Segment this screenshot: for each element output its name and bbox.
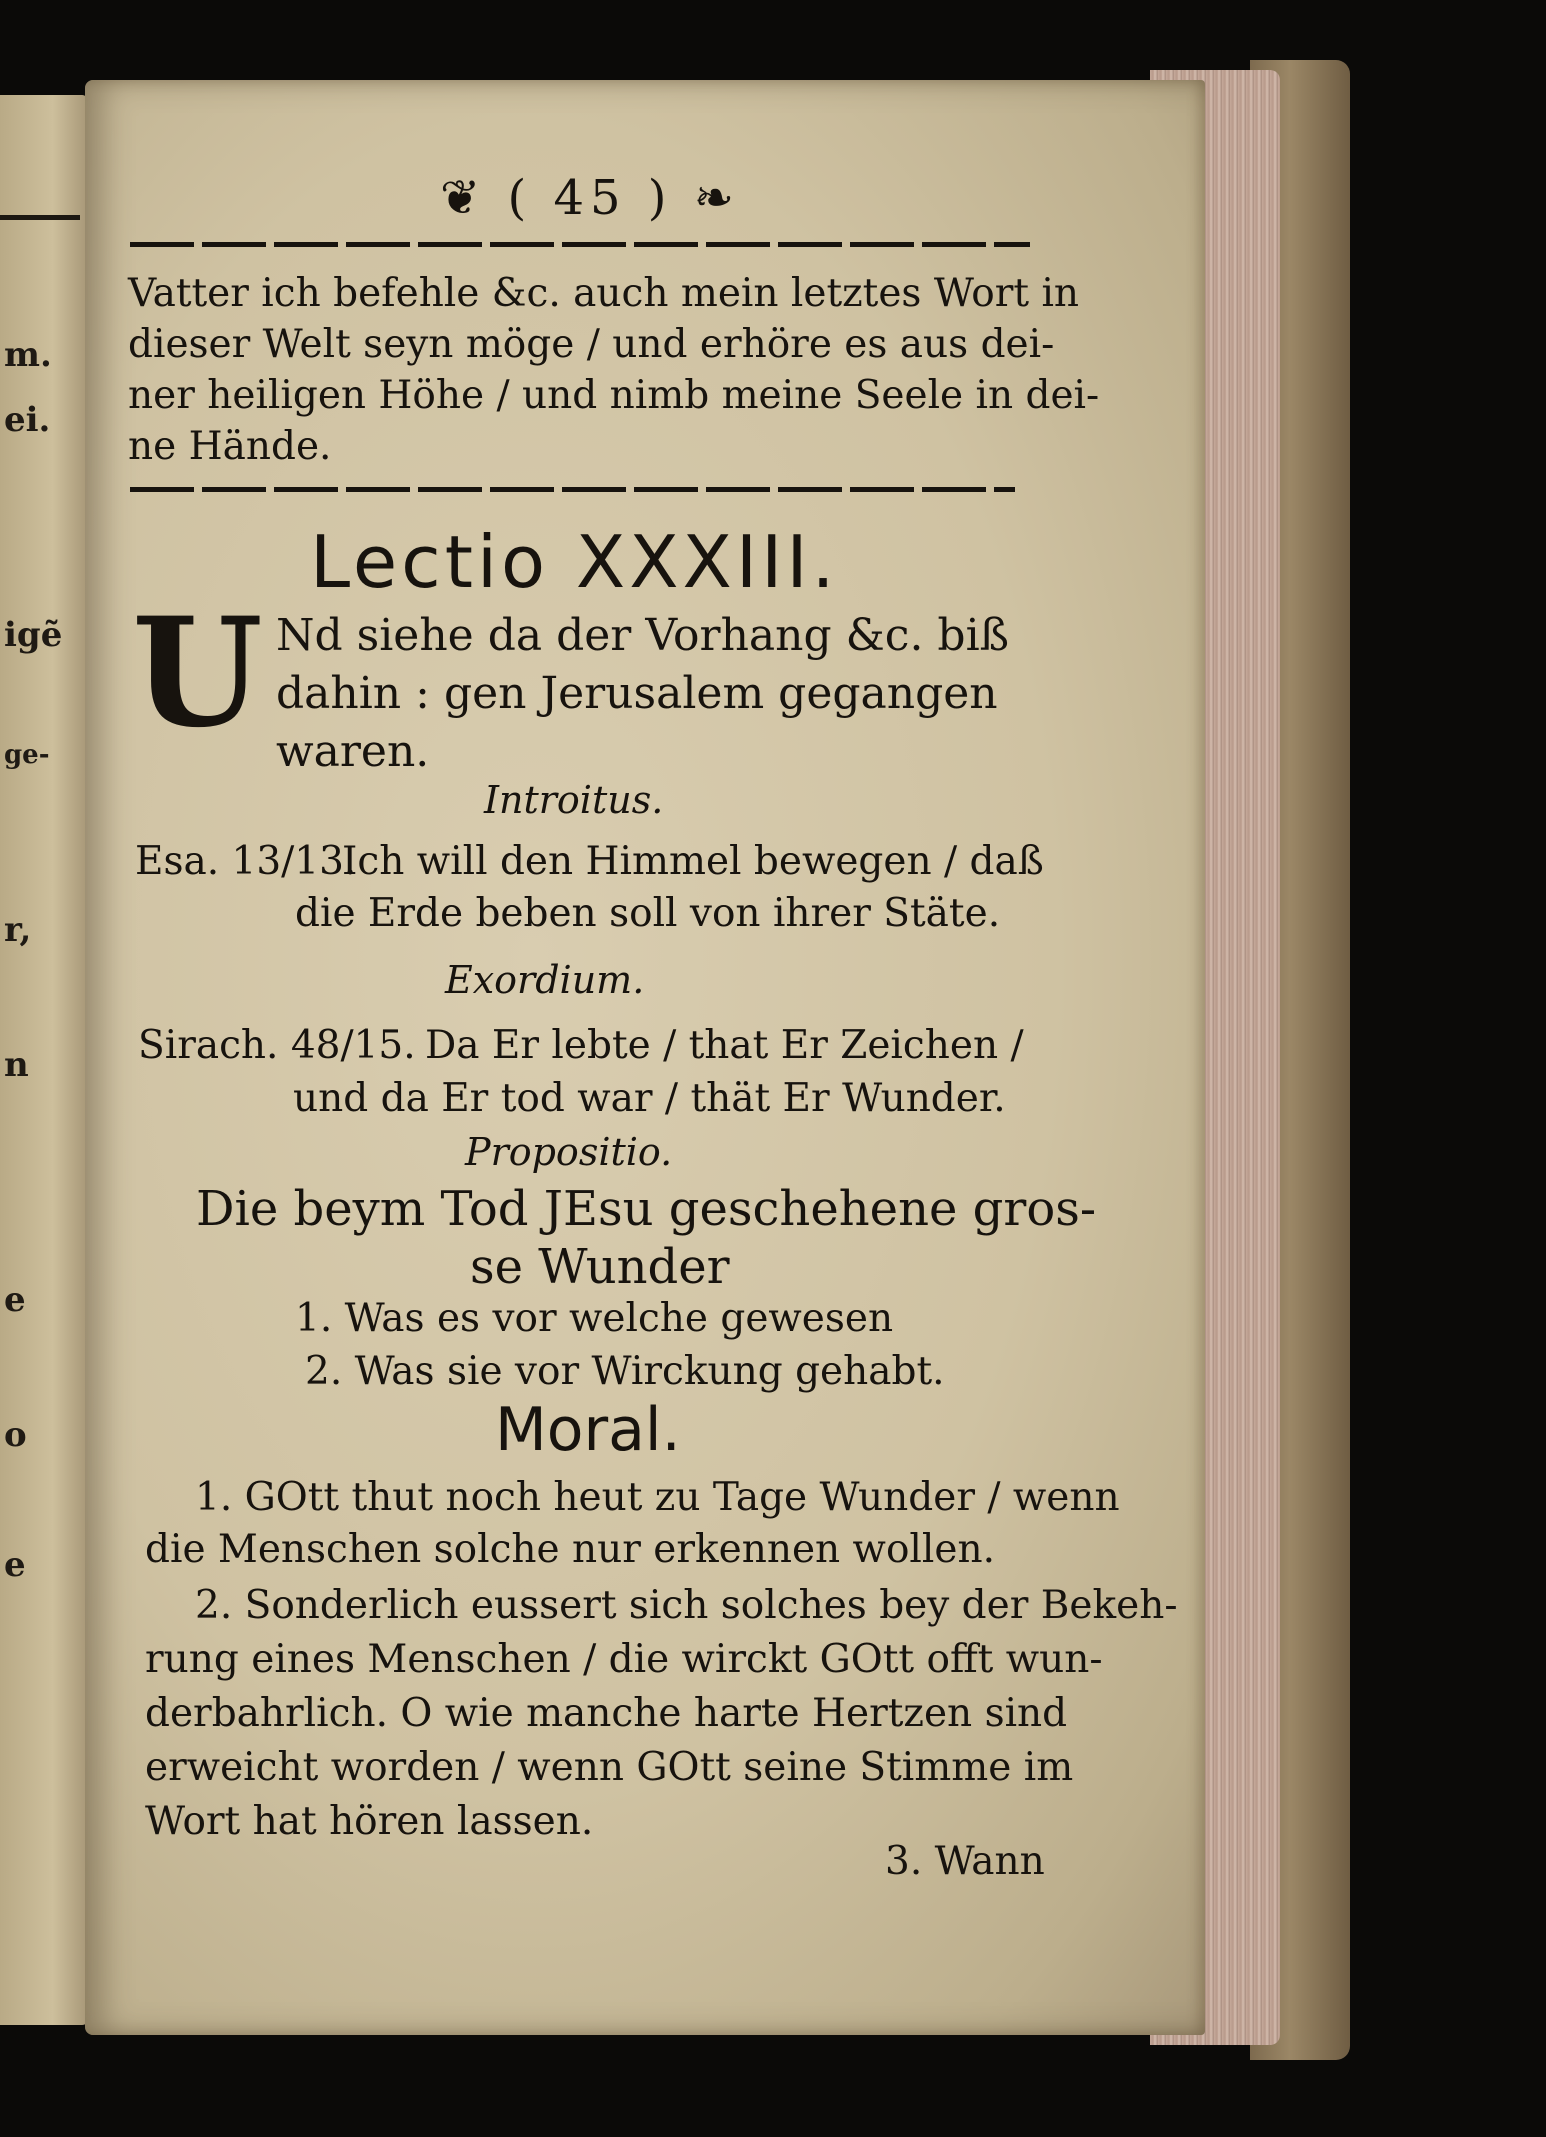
left-page-fragment: e — [4, 1545, 26, 1585]
opening-line: dieser Welt seyn möge / und erhöre es aus dei- — [128, 322, 1055, 367]
header-rule — [130, 242, 1030, 247]
moral-line: Wort hat hören lassen. — [145, 1799, 594, 1844]
left-page-fragment: ge- — [4, 740, 50, 770]
left-page-fragment: igẽ — [4, 615, 63, 655]
introitus-line: die Erde beben soll von ihrer Stäte. — [295, 891, 1001, 936]
left-page-edge — [0, 95, 88, 2025]
page-header — [380, 170, 800, 226]
exordium-heading: Exordium. — [445, 958, 645, 1002]
moral-heading: Moral. — [495, 1395, 681, 1465]
introitus-ref: Esa. 13/13. — [135, 839, 357, 884]
moral-line: 2. Sonderlich eussert sich solches bey der Bekeh- — [195, 1583, 1178, 1628]
left-page-fragment: o — [4, 1415, 27, 1455]
left-page-fragment: m. — [4, 335, 52, 375]
propositio-heading: Propositio. — [465, 1130, 673, 1174]
exordium-line: Da Er lebte / that Er Zeichen / — [425, 1023, 1024, 1068]
left-page-fragment: e — [4, 1280, 26, 1320]
page-number: ( 45 ) — [507, 170, 673, 226]
left-page-fragment: r, — [4, 910, 32, 950]
propositio-point: 2. Was sie vor Wirckung gehabt. — [305, 1349, 945, 1394]
introitus-heading: Introitus. — [484, 778, 664, 822]
opening-line: Vatter ich befehle &c. auch mein letztes Wort in — [128, 271, 1080, 316]
propositio-title-line: Die beym Tod JEsu geschehene gros- — [196, 1181, 1097, 1237]
moral-line: die Menschen solche nur erkennen wollen. — [145, 1527, 995, 1572]
lectio-line: dahin : gen Jerusalem gegangen — [276, 668, 998, 719]
moral-line: 1. GOtt thut noch heut zu Tage Wunder / wenn — [195, 1475, 1120, 1520]
propositio-title-line: se Wunder — [470, 1239, 730, 1295]
left-page-rule — [0, 215, 80, 220]
left-page-fragment: n — [4, 1045, 29, 1085]
introitus-line: Ich will den Himmel bewegen / daß — [342, 839, 1044, 884]
opening-line: ne Hände. — [128, 424, 332, 469]
lectio-line: waren. — [276, 726, 430, 777]
header-ornament-left: ❦ — [439, 170, 487, 226]
opening-line: ner heiligen Höhe / und nimb meine Seele in dei- — [128, 373, 1100, 418]
moral-line: erweicht worden / wenn GOtt seine Stimme im — [145, 1745, 1074, 1790]
lectio-line: Nd siehe da der Vorhang &c. biß — [276, 610, 1010, 661]
moral-line: rung eines Menschen / die wirckt GOtt offt wun- — [145, 1637, 1103, 1682]
moral-line: derbahrlich. O wie manche harte Hertzen sind — [145, 1691, 1068, 1736]
drop-cap: U — [132, 585, 263, 761]
exordium-line: und da Er tod war / thät Er Wunder. — [293, 1076, 1006, 1121]
section-rule — [130, 487, 1015, 492]
propositio-point: 1. Was es vor welche gewesen — [295, 1296, 894, 1341]
exordium-ref: Sirach. 48/15. — [138, 1023, 416, 1068]
lectio-title: Lectio XXXIII. — [310, 520, 839, 604]
header-ornament-right: ❧ — [693, 170, 740, 226]
catchword: 3. Wann — [885, 1839, 1045, 1884]
left-page-fragment: ei. — [4, 400, 51, 440]
